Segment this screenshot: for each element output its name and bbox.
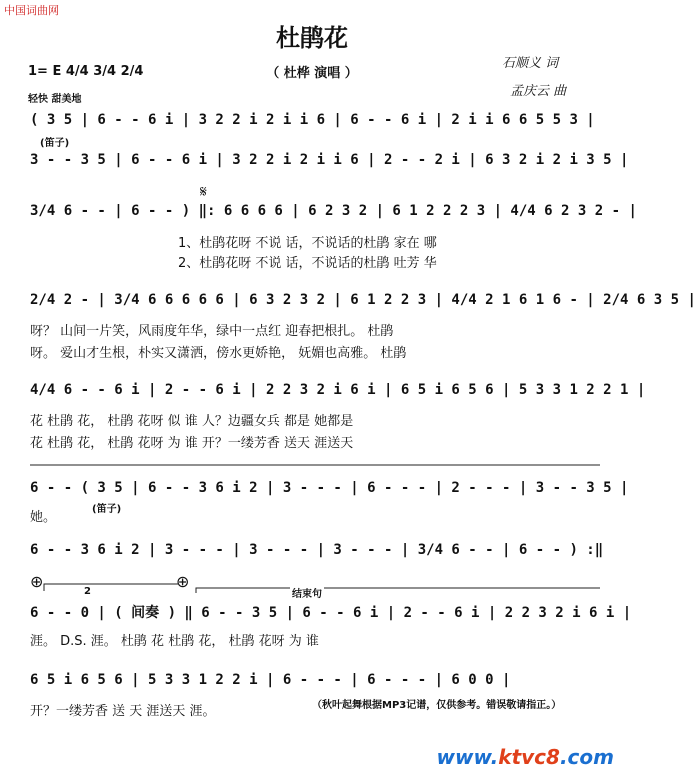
lyricist: 石顺义 词 [502, 56, 559, 71]
song-title: 杜鹃花 [276, 23, 348, 52]
time-sig-1: 4/4 [65, 64, 89, 79]
notation-row-6: 6 - - ( 3 5 | 6 - - 3 6 i 2 | 3 - - - | 6 - - - | 2 - - - | 3 - - 3 5 | [30, 480, 629, 496]
flute-label-2: (笛子) [92, 504, 122, 515]
site-logo [437, 745, 614, 769]
notation-row-7: 6 - - 3 6 i 2 | 3 - - - | 3 - - - | 3 - - - | 3/4 6 - - | 6 - - ) :‖ [30, 542, 604, 558]
notation-row-1: ( 3 5 | 6 - - 6 i | 3 2 2 i 2 i i 6 | 6 - - 6 i | 2 i i 6 6 5 5 3 | [30, 112, 595, 128]
bracket-line-row6 [30, 462, 600, 468]
lyric-verse1-row5: 花 杜鹃 花， 杜鹃 花呀 似 谁 人？边疆女兵 都是 她都是 [30, 414, 354, 429]
lyric-row9: 开？一缕芳香 送 天 涯送天 涯。 [30, 704, 216, 719]
notation-row-5: 4/4 6 - - 6 i | 2 - - 6 i | 2 2 3 2 i 6 i | 6 5 i 6 5 6 | 5 3 3 1 2 2 1 | [30, 382, 646, 398]
coda-icon-2: ⊕ [176, 572, 190, 591]
notation-row-9: 6 5 i 6 5 6 | 5 3 3 1 2 2 i | 6 - - - | 6 - - - | 6 0 0 | [30, 672, 511, 688]
notation-row-3: 3/4 6 - - | 6 - - ) ‖: 6 6 6 6 | 6 2 3 2 | 6 1 2 2 2 3 | 4/4 6 2 3 2 - | [30, 203, 637, 219]
logo-brand: ktvc8 [498, 745, 560, 769]
logo-suffix: .com [559, 745, 614, 769]
notation-row-2: 3 - - 3 5 | 6 - - 6 i | 3 2 2 i 2 i i 6 | 2 - - 2 i | 6 3 2 i 2 i 3 5 | [30, 152, 629, 168]
time-sig-2: 3/4 [93, 64, 117, 79]
notation-row-8: 6 - - 0 | ( 间奏 ) ‖ 6 - - 3 5 | 6 - - 6 i | 2 - - 6 i | 2 2 3 2 i 6 i | [30, 605, 632, 621]
coda-icon-1: ⊕ [30, 572, 44, 591]
composer: 孟庆云 曲 [510, 84, 567, 99]
lyric-verse1-row4: 呀？ 山间一片笑，风雨度年华，绿中一点红 迎春把根扎。 杜鹃 [30, 324, 394, 339]
lyric-row6: 她。 [30, 510, 57, 525]
notation-row-4: 2/4 2 - | 3/4 6 6 6 6 6 | 6 3 2 3 2 | 6 1 2 2 3 | 4/4 2 1 6 1 6 - | 2/4 6 3 5 | [30, 292, 696, 308]
lyric-verse1-row3: 1、杜鹃花呀 不说 话，不说话的杜鹃 家在 哪 [178, 236, 437, 251]
tempo-marking: 轻快 甜美地 [28, 94, 82, 105]
ending-label: 2 [84, 586, 91, 597]
key-signature [28, 64, 143, 79]
segno-icon: 𝄋 [200, 182, 207, 201]
footer-note: （秋叶起舞根据MP3记谱，仅供参考。错误敬请指正。） [312, 700, 562, 711]
key-text: 1= E [28, 64, 62, 79]
lyric-verse2-row4: 呀。 爱山才生根，朴实又潇洒，傍水更娇艳， 妩媚也高雅。 杜鹃 [30, 346, 407, 361]
logo-prefix: www. [436, 745, 499, 769]
first-ending-bracket [44, 580, 184, 592]
coda-section-label: 结束句 [290, 585, 324, 600]
watermark-left: 中国词曲网 [4, 4, 59, 17]
lyric-verse2-row5: 花 杜鹃 花， 杜鹃 花呀 为 谁 开？一缕芳香 送天 涯送天 [30, 436, 354, 451]
coda-bracket [196, 584, 600, 594]
lyric-verse2-row3: 2、杜鹃花呀 不说 话，不说话的杜鹃 吐芳 华 [178, 256, 437, 271]
singer: （ 杜桦 演唱 ） [266, 66, 358, 81]
time-sig-3: 2/4 [120, 64, 144, 79]
flute-label-1: (笛子) [40, 138, 70, 149]
lyric-row8: 涯。 D.S. 涯。 杜鹃 花 杜鹃 花， 杜鹃 花呀 为 谁 [30, 634, 319, 649]
